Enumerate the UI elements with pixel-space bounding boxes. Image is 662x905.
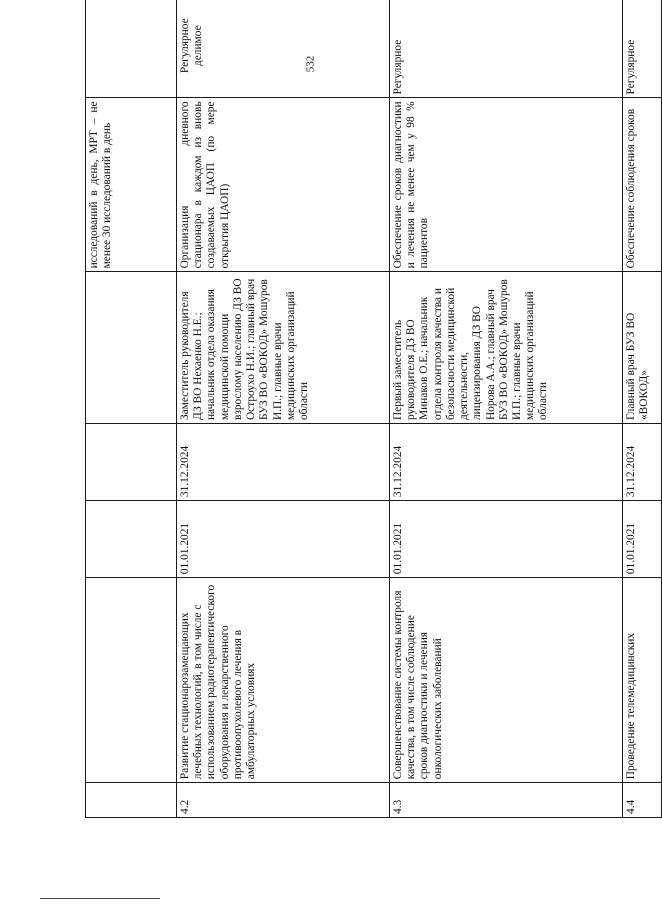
cell-responsible: Главный врач БУЗ ВО «ВОКОД»: [623, 272, 662, 424]
table-row: [390, 0, 623, 818]
cell-period: Регулярное: [623, 0, 662, 98]
cell-num: 4.4: [623, 783, 662, 818]
cell-num: 4.3: [390, 783, 623, 818]
cell-period: Регулярное: [390, 0, 623, 98]
cell-responsible: Первый заместитель руководителя ДЗ ВО Минаков О.Е.; начальник отдела контроля качества и безопасности медицинской деятельности, лицензирования ДЗ ВО Норова А.А.; главный врач БУЗ ВО «ВОКОД» Мошуров И.П.; главные врачи медицинских организаций области: [390, 272, 623, 424]
cell-period: Регулярное делимое: [177, 0, 390, 98]
cell-responsible: [86, 272, 177, 424]
cell-end: 31.12.2024: [390, 424, 623, 501]
cell-start: 01.01.2021: [623, 501, 662, 578]
footnote-divider: [40, 898, 160, 899]
cell-result: исследований в день, МРТ – не менее 30 исследований в день: [86, 98, 177, 272]
cell-result: Организация дневного стационара в каждом из вновь создаваемых ЦАОП (по мере открытия ЦАОП): [177, 98, 390, 272]
cell-name: Совершенствование системы контроля качества, в том числе соблюдение сроков диагностики и лечения онкологических заболеваний: [390, 578, 623, 783]
cell-result: Обеспечение соблюдения сроков: [623, 98, 662, 272]
cell-start: 01.01.2021: [390, 501, 623, 578]
cell-end: [86, 424, 177, 501]
table-row: [177, 0, 390, 818]
cell-responsible: Заместитель руководителя ДЗ ВО Нехаенко Н.Е.; начальник отдела оказания медицинской помощи взрослому населению ДЗ ВО Остроухо Н.И.; главный врач БУЗ ВО «ВОКОД» Мошуров И.П.; главные врачи медицинских организаций области: [177, 272, 390, 424]
cell-start: [86, 501, 177, 578]
rotated-page-content: [85, 0, 651, 818]
cell-result: Обеспечение сроков диагностики и лечения не менее чем у 98 % пациентов: [390, 98, 623, 272]
cell-end: 31.12.2024: [177, 424, 390, 501]
page-number: 532: [304, 55, 317, 73]
cell-num: 4.2: [177, 783, 390, 818]
cell-end: 31.12.2024: [623, 424, 662, 501]
cell-name: Проведение телемедицинских: [623, 578, 662, 783]
table-row: [623, 0, 662, 818]
cell-name: [86, 578, 177, 783]
table-row: [86, 0, 177, 818]
cell-period: [86, 0, 177, 98]
cell-start: 01.01.2021: [177, 501, 390, 578]
activities-table: [85, 0, 662, 818]
cell-name: Развитие стационарозамещающих лечебных технологий, в том числе с использованием радиотерапевтического оборудования и лекарственного противоопухолевого лечения в амбулаторных условиях: [177, 578, 390, 783]
cell-num: [86, 783, 177, 818]
